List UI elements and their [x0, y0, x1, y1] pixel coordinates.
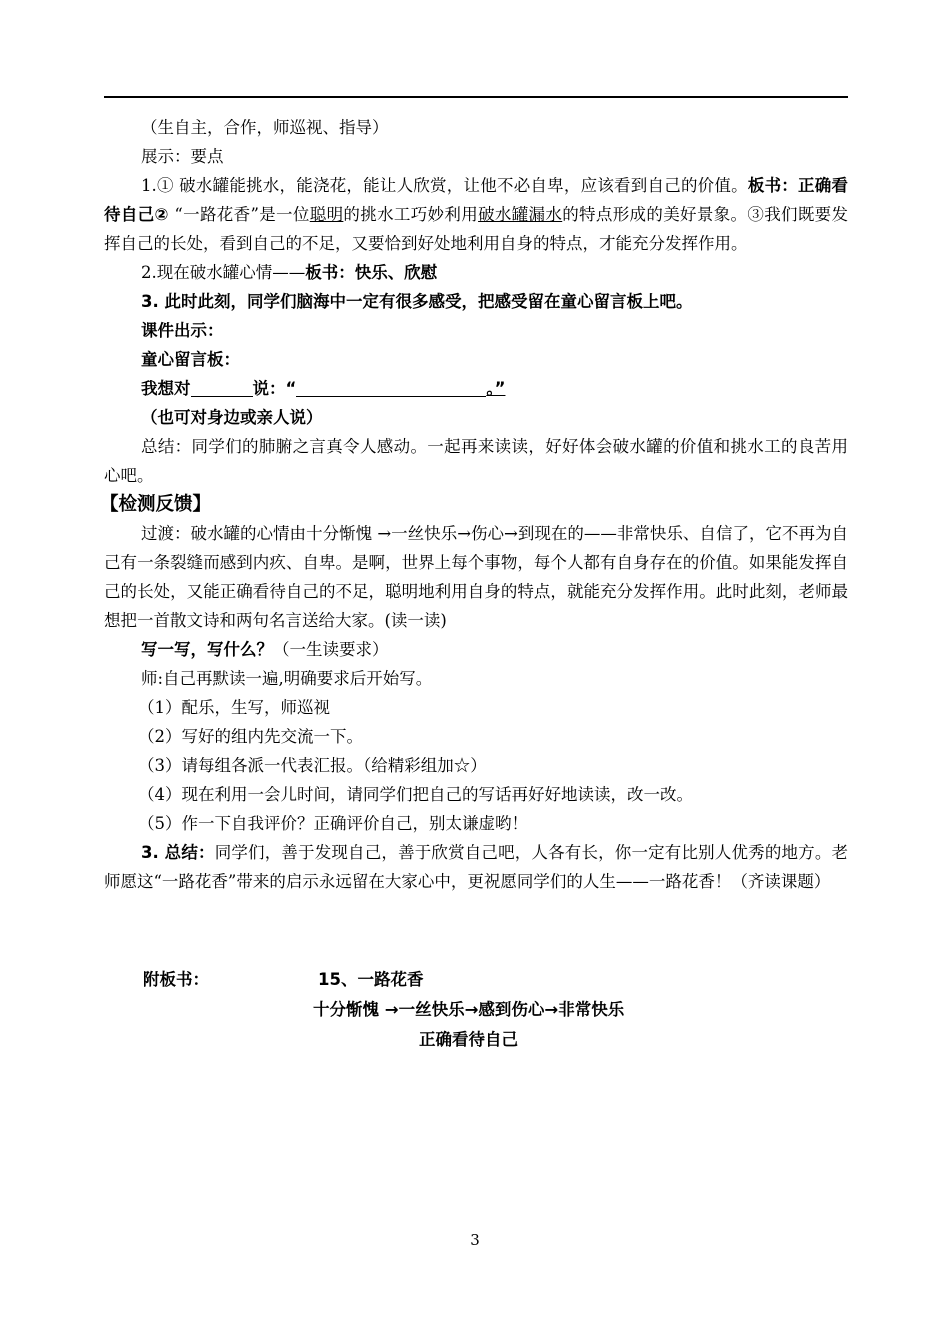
- point-2-text-cont: 的挑水工巧妙利用: [343, 205, 479, 224]
- step-item: （5）作一下自我评价？正确评价自己，别太谦虚哟！: [138, 814, 528, 833]
- underlined-phrase-leak: 破水罐漏水: [478, 205, 563, 224]
- point-3-text: 的特点形成的美好景象。③我们既要发挥自己的长处，看到自己的不足，又要恰到好处地利用自身的特点，才能充分发挥作用。: [104, 205, 849, 253]
- point-3-line: 3. 此时此刻，同学们脑海中一定有很多感受，把感受留在童心留言板上吧。: [141, 292, 693, 311]
- header-rule: [104, 96, 848, 98]
- point-2-text: “一路花香”是一位: [168, 205, 310, 224]
- fill-in-suffix: 。”: [486, 379, 506, 398]
- section-heading: 【检测反馈】: [100, 494, 212, 515]
- step-item: （2）写好的组内先交流一下。: [138, 727, 363, 746]
- fill-in-mid: 说：“: [252, 379, 297, 398]
- conclusion-paragraph: [104, 838, 848, 896]
- step-item: （3）请每组各派一代表汇报。（给精彩组加☆）: [138, 756, 487, 775]
- teacher-instruction: 师:自己再默读一遍,明确要求后开始写。: [141, 669, 433, 688]
- presentation-heading: 展示：要点: [141, 147, 224, 166]
- board-label: 附板书：: [143, 970, 209, 989]
- summary-paragraph: 总结：同学们的肺腑之言真令人感动。一起再来读读，好好体会破水罐的价值和挑水工的良苦用心吧。: [104, 437, 848, 485]
- conclusion-label: 3. 总结：: [141, 843, 215, 862]
- message-board-label: 童心留言板：: [141, 350, 240, 369]
- courseware-label: 课件出示：: [141, 321, 224, 340]
- fill-blank-message: [296, 378, 486, 397]
- fill-in-line: [104, 374, 848, 403]
- writing-task-label: 写一写，写什么？: [141, 640, 273, 659]
- point-1-text: 1.① 破水罐能挑水，能浇花，能让人欣赏，让他不必自卑，应该看到自己的价值。: [141, 176, 748, 195]
- fill-in-prefix: 我想对: [141, 379, 191, 398]
- board-note-2: 板书：快乐、欣慰: [305, 263, 438, 282]
- transition-paragraph: 过渡：破水罐的心情由十分惭愧 →一丝快乐→伤心→到现在的——非常快乐、自信了，它不再为自己有一条裂缝而感到内疚、自卑。是啊，世界上每个事物，每个人都有自身存在的价值。如果能发挥自己的长处，又能正确看待自己的不足，聪明地利用自身的特点，就能充分发挥作用。此时此刻，老师最想把一首散文诗和两句名言送给大家。(读一读): [104, 524, 848, 630]
- fill-in-note: （也可对身边或亲人说）: [141, 408, 323, 427]
- point-1-paragraph: [104, 171, 848, 258]
- lesson-content: [100, 113, 849, 896]
- step-item: （1）配乐，生写，师巡视: [138, 698, 330, 717]
- board-emotion-line: 十分惭愧 →一丝快乐→感到伤心→非常快乐: [313, 1000, 625, 1019]
- writing-task-line: [104, 635, 848, 664]
- board-title: 15、一路花香: [318, 970, 424, 989]
- writing-task-note: （一生读要求）: [273, 640, 389, 659]
- board-note-1: 板书：正确看待自己②: [104, 176, 848, 224]
- activity-note: （生自主，合作，师巡视、指导）: [141, 118, 389, 137]
- board-conclusion-line: 正确看待自己: [419, 1030, 518, 1049]
- point-2-line: [104, 258, 848, 287]
- point-2-label: 2.现在破水罐心情——: [141, 263, 306, 282]
- fill-blank-person: [191, 378, 253, 397]
- conclusion-text: 同学们，善于发现自己，善于欣赏自己吧，人各有长，你一定有比别人优秀的地方。老师愿这“一路花香”带来的启示永远留在大家心中，更祝愿同学们的人生——一路花香！（齐读课题）: [104, 843, 849, 891]
- step-item: （4）现在利用一会儿时间，请同学们把自己的写话再好好地读读，改一改。: [138, 785, 693, 804]
- page-number: 3: [470, 1231, 480, 1249]
- underlined-word-smart: 聪明: [309, 205, 344, 224]
